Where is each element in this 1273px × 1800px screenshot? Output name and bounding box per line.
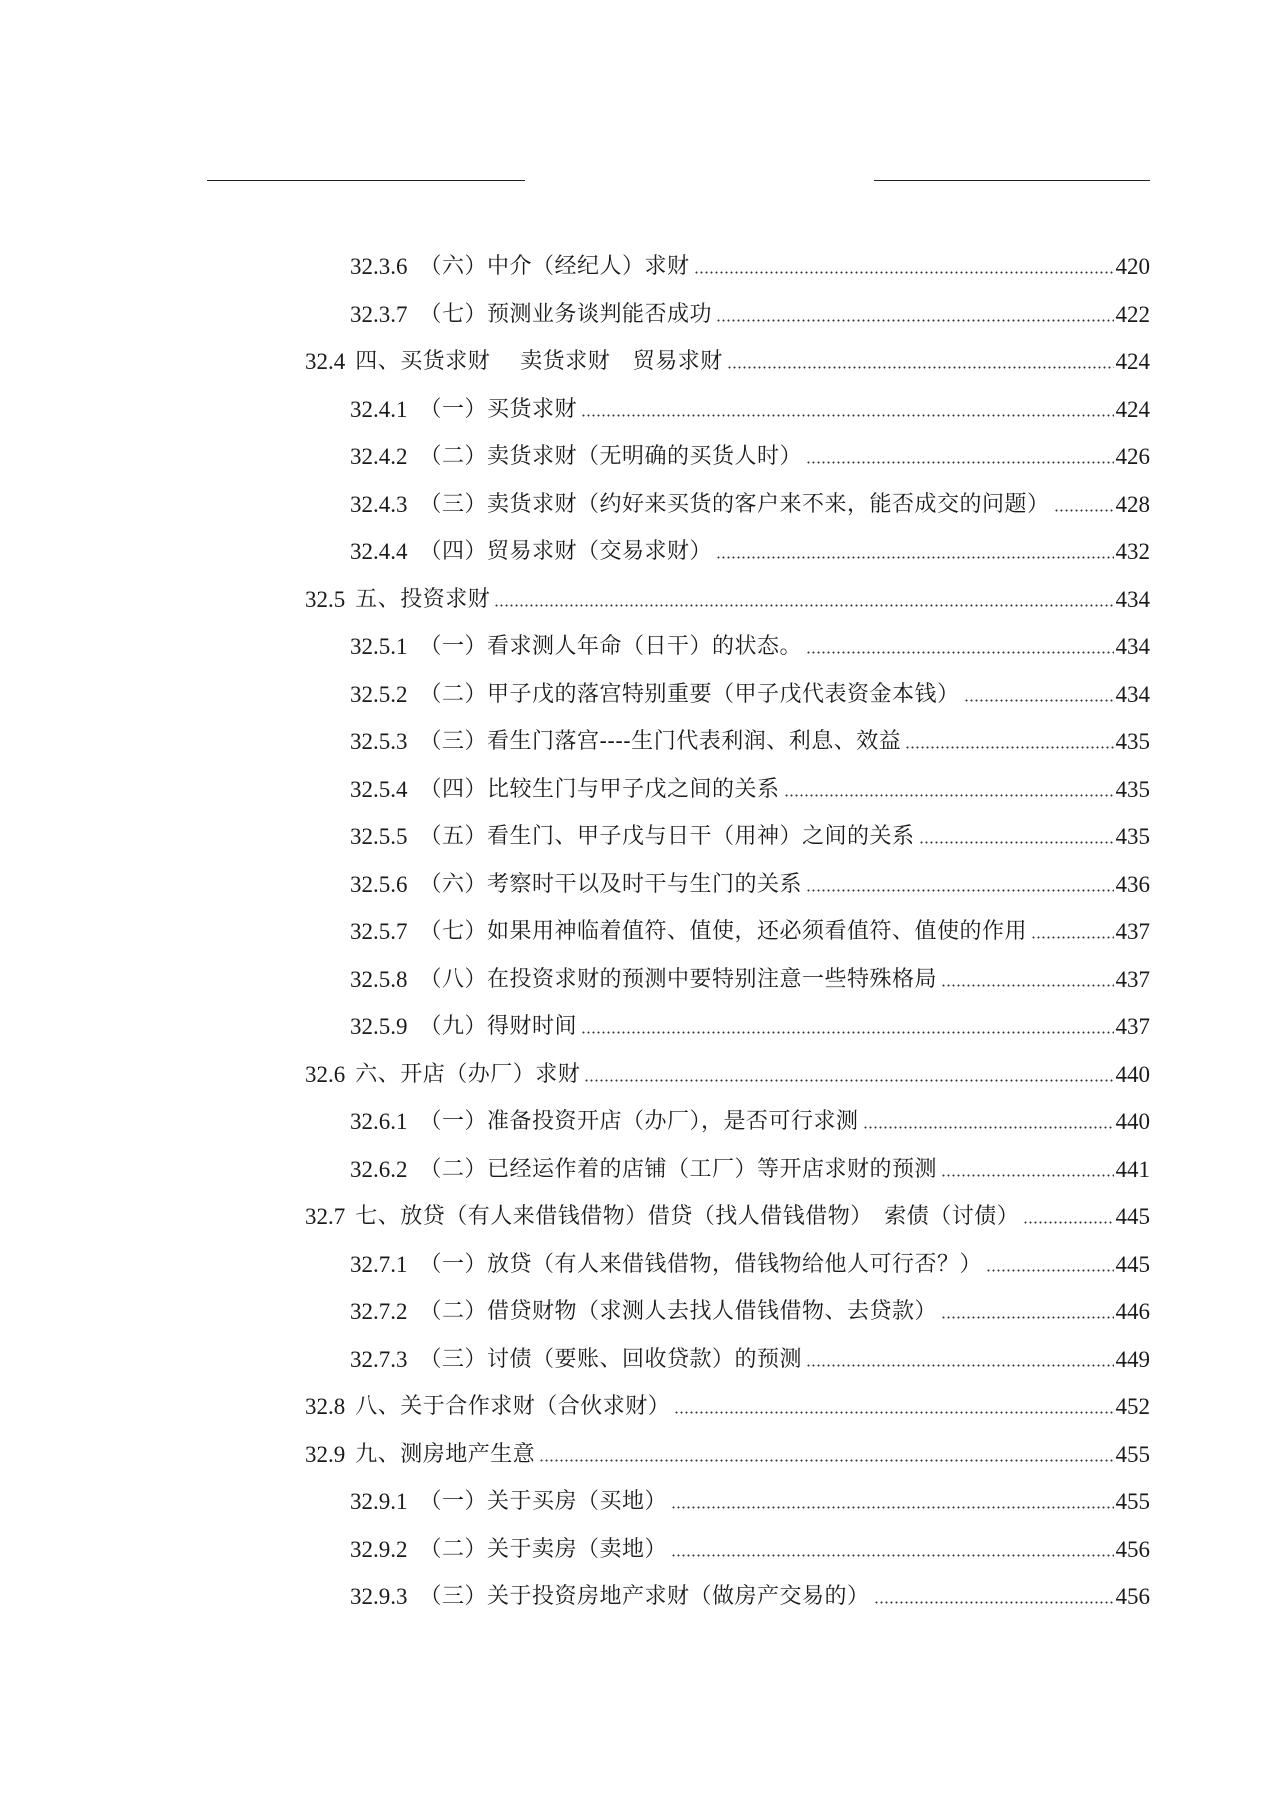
toc-entry-page: 434: [1115, 586, 1150, 612]
toc-dot-leader: [671, 1554, 1113, 1557]
toc-entry-number: 32.5.7: [350, 919, 408, 944]
toc-entry-title: 七、放贷（有人来借钱借物）借贷（找人借钱借物） 索债（讨债）: [355, 1204, 1020, 1229]
toc-entry-page: 432: [1115, 539, 1150, 564]
toc-entry[interactable]: [350, 1333, 1150, 1373]
toc-entry[interactable]: [350, 1523, 1150, 1563]
toc-dot-leader: [1031, 936, 1113, 939]
toc-entry-page: 445: [1115, 1204, 1150, 1229]
toc-entry-page: 435: [1115, 729, 1150, 754]
toc-dot-leader: [863, 1126, 1114, 1129]
toc-entry-number: 32.5.5: [350, 824, 408, 849]
toc-entry[interactable]: [350, 478, 1150, 518]
toc-entry[interactable]: [350, 953, 1150, 993]
toc-entry-title: （七）预测业务谈判能否成功: [419, 301, 713, 327]
toc-dot-leader: [986, 1269, 1113, 1272]
toc-entry-number: 32.7: [305, 1204, 346, 1229]
toc-entry-title: （四）贸易求财（交易求财）: [419, 539, 713, 564]
toc-dot-leader: [581, 414, 1113, 417]
header-rule-right: [874, 180, 1150, 181]
toc-entry[interactable]: [350, 620, 1150, 660]
toc-entry-title: （六）考察时干以及时干与生门的关系: [419, 871, 803, 897]
toc-entry[interactable]: [350, 430, 1150, 470]
toc-dot-leader: [806, 651, 1113, 654]
toc-entry[interactable]: [305, 573, 1150, 613]
toc-dot-leader: [806, 889, 1113, 892]
toc-entry-page: 435: [1115, 776, 1150, 802]
toc-entry[interactable]: [350, 858, 1150, 898]
toc-entry-page: 434: [1115, 634, 1150, 659]
toc-entry-page: 440: [1115, 1109, 1150, 1134]
toc-entry-title: （三）关于投资房地产求财（做房产交易的）: [419, 1584, 870, 1609]
toc-entry-number: 32.8: [305, 1394, 346, 1419]
toc-entry[interactable]: [350, 1475, 1150, 1515]
toc-entry-title: 九、测房地产生意: [355, 1441, 536, 1467]
toc-entry-number: 32.6.1: [350, 1109, 408, 1134]
toc-entry-number: 32.3.6: [350, 254, 408, 279]
toc-entry-title: （一）放贷（有人来借钱借物，借钱物给他人可行否？）: [419, 1251, 983, 1277]
toc-entry-number: 32.7.3: [350, 1346, 408, 1372]
toc-entry-title: （一）准备投资开店（办厂），是否可行求测: [419, 1109, 859, 1134]
toc-entry[interactable]: [305, 1380, 1150, 1420]
toc-entry-title: （二）关于卖房（卖地）: [419, 1536, 668, 1562]
toc-entry-page: 437: [1115, 1014, 1150, 1039]
toc-dot-leader: [806, 461, 1113, 464]
toc-entry-title: （九）得财时间: [419, 1014, 578, 1039]
toc-entry[interactable]: [350, 1000, 1150, 1040]
toc-dot-leader: [581, 1031, 1113, 1034]
toc-entry[interactable]: [305, 1190, 1150, 1230]
toc-dot-leader: [674, 1411, 1113, 1414]
toc-entry-number: 32.9.2: [350, 1536, 408, 1562]
toc-dot-leader: [584, 1079, 1113, 1082]
toc-dot-leader: [941, 1316, 1113, 1319]
toc-entry-page: 441: [1115, 1156, 1150, 1182]
toc-entry-page: 456: [1115, 1584, 1150, 1609]
toc-entry-page: 437: [1115, 919, 1150, 944]
toc-dot-leader: [874, 1601, 1114, 1604]
toc-dot-leader: [694, 271, 1114, 274]
toc-entry-page: 452: [1115, 1394, 1150, 1419]
toc-entry[interactable]: [350, 383, 1150, 423]
toc-entry-title: （七）如果用神临着值符、值使，还必须看值符、值使的作用: [419, 919, 1028, 944]
toc-entry-page: 434: [1115, 681, 1150, 707]
toc-entry-number: 32.5.3: [350, 729, 408, 754]
toc-entry[interactable]: [305, 1428, 1150, 1468]
toc-entry-page: 436: [1115, 871, 1150, 897]
toc-entry-page: 445: [1115, 1251, 1150, 1277]
toc-entry-title: （四）比较生门与甲子戊之间的关系: [419, 776, 780, 802]
toc-entry[interactable]: [350, 525, 1150, 565]
toc-entry-title: （二）甲子戊的落宫特别重要（甲子戊代表资金本钱）: [419, 681, 960, 707]
toc-entry-title: 五、投资求财: [355, 586, 491, 612]
toc-entry-page: 428: [1115, 491, 1150, 517]
toc-entry-page: 456: [1115, 1536, 1150, 1562]
toc-entry-title: 八、关于合作求财（合伙求财）: [355, 1394, 671, 1419]
toc-entry-number: 32.4.4: [350, 539, 408, 564]
toc-entry-page: 422: [1115, 301, 1150, 327]
toc-entry-page: 426: [1115, 444, 1150, 469]
toc-dot-leader: [964, 699, 1114, 702]
toc-entry-page: 420: [1115, 254, 1150, 279]
toc-entry[interactable]: [350, 288, 1150, 328]
toc-entry-page: 440: [1115, 1061, 1150, 1087]
toc-entry-title: （八）在投资求财的预测中要特别注意一些特殊格局: [419, 966, 938, 992]
toc-entry[interactable]: [305, 335, 1150, 375]
toc-entry-title: （一）看求测人年命（日干）的状态。: [419, 634, 803, 659]
toc-entry-title: （六）中介（经纪人）求财: [419, 254, 690, 279]
toc-entry-title: 六、开店（办厂）求财: [355, 1061, 581, 1087]
toc-entry-number: 32.7.2: [350, 1299, 408, 1324]
toc-entry[interactable]: [305, 1048, 1150, 1088]
toc-entry-number: 32.5.9: [350, 1014, 408, 1039]
toc-entry-number: 32.6.2: [350, 1156, 408, 1182]
toc-dot-leader: [716, 319, 1113, 322]
toc-entry[interactable]: [350, 240, 1150, 280]
toc-dot-leader: [727, 366, 1114, 369]
toc-entry-title: （三）讨债（要账、回收贷款）的预测: [419, 1346, 803, 1372]
toc-entry-page: 455: [1115, 1441, 1150, 1467]
toc-entry-number: 32.9: [305, 1441, 346, 1467]
toc-entry-number: 32.6: [305, 1061, 346, 1087]
toc-entry-title: （三）卖货求财（约好来买货的客户来不来，能否成交的问题）: [419, 491, 1050, 517]
toc-entry-number: 32.5.2: [350, 681, 408, 707]
toc-entry[interactable]: [350, 905, 1150, 945]
toc-dot-leader: [1023, 1221, 1113, 1224]
toc-entry[interactable]: [350, 1285, 1150, 1325]
toc-entry-title: （二）已经运作着的店铺（工厂）等开店求财的预测: [419, 1156, 938, 1182]
toc-entry-title: （五）看生门、甲子戊与日干（用神）之间的关系: [419, 824, 915, 849]
toc-dot-leader: [905, 746, 1113, 749]
toc-entry-number: 32.4.3: [350, 491, 408, 517]
header-rule-left: [207, 180, 525, 181]
toc-entry[interactable]: [350, 1238, 1150, 1278]
toc-dot-leader: [494, 604, 1113, 607]
toc-entry-number: 32.4: [305, 349, 346, 374]
toc-entry-title: 四、买货求财 卖货求财 贸易求财: [355, 349, 723, 374]
toc-entry-page: 449: [1115, 1346, 1150, 1372]
toc-dot-leader: [1054, 509, 1114, 512]
toc-entry-page: 435: [1115, 824, 1150, 849]
toc-entry[interactable]: [350, 763, 1150, 803]
toc-entry[interactable]: [350, 1095, 1150, 1135]
toc-dot-leader: [806, 1364, 1113, 1367]
toc-entry-number: 32.9.1: [350, 1489, 408, 1514]
toc-entry-number: 32.5: [305, 586, 346, 612]
toc-entry-page: 424: [1115, 396, 1150, 422]
toc-entry-number: 32.3.7: [350, 301, 408, 327]
toc-entry[interactable]: [350, 1143, 1150, 1183]
toc-entry-number: 32.4.2: [350, 444, 408, 469]
toc-entry-page: 446: [1115, 1299, 1150, 1324]
toc-entry-title: （二）借贷财物（求测人去找人借钱借物、去贷款）: [419, 1299, 938, 1324]
toc-entry-title: （三）看生门落宫----生门代表利润、利息、效益: [419, 729, 902, 754]
toc-entry[interactable]: [350, 810, 1150, 850]
toc-entry-page: 424: [1115, 349, 1150, 374]
toc-entry-number: 32.5.1: [350, 634, 408, 659]
toc-dot-leader: [941, 1174, 1113, 1177]
toc-entry-title: （一）关于买房（买地）: [419, 1489, 668, 1514]
toc-entry-number: 32.4.1: [350, 396, 408, 422]
toc-entry-title: （一）买货求财: [419, 396, 578, 422]
toc-entry[interactable]: [350, 1570, 1150, 1610]
toc-dot-leader: [941, 984, 1113, 987]
toc-entry-number: 32.9.3: [350, 1584, 408, 1609]
toc-entry[interactable]: [350, 715, 1150, 755]
toc-entry-page: 437: [1115, 966, 1150, 992]
toc-entry-title: （二）卖货求财（无明确的买货人时）: [419, 444, 803, 469]
toc-dot-leader: [716, 556, 1113, 559]
toc-dot-leader: [784, 794, 1114, 797]
toc-dot-leader: [919, 841, 1114, 844]
toc-entry-page: 455: [1115, 1489, 1150, 1514]
toc-entry-number: 32.5.8: [350, 966, 408, 992]
toc-entry-number: 32.7.1: [350, 1251, 408, 1277]
toc-entry-number: 32.5.6: [350, 871, 408, 897]
toc-dot-leader: [539, 1459, 1113, 1462]
toc-entry-number: 32.5.4: [350, 776, 408, 802]
toc-entry[interactable]: [350, 668, 1150, 708]
toc-dot-leader: [671, 1506, 1113, 1509]
